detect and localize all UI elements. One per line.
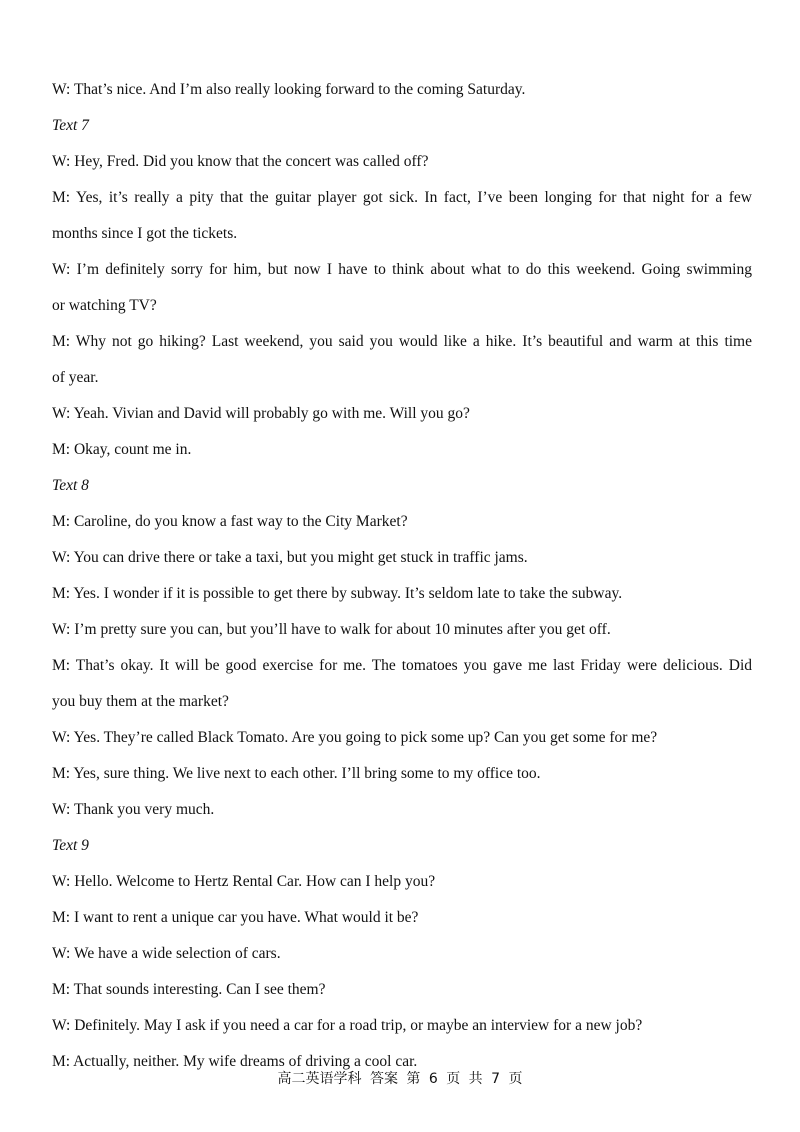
- dialogue-line: M: Caroline, do you know a fast way to the City Market?: [52, 513, 408, 530]
- section-heading: Text 8: [52, 477, 89, 494]
- dialogue-line: W: Hello. Welcome to Hertz Rental Car. How can I help you?: [52, 873, 436, 890]
- dialogue-line: W: That’s nice. And I’m also really looking forward to the coming Saturday.: [52, 81, 526, 98]
- dialogue-line: you buy them at the market?: [52, 693, 229, 710]
- dialogue-line: M: Actually, neither. My wife dreams of driving a cool car.: [52, 1053, 418, 1070]
- dialogue-line: M: Yes. I wonder if it is possible to get there by subway. It’s seldom late to take the subway.: [52, 585, 623, 602]
- dialogue-line: of year.: [52, 369, 99, 386]
- dialogue-line: W: You can drive there or take a taxi, but you might get stuck in traffic jams.: [52, 549, 528, 566]
- dialogue-line: months since I got the tickets.: [52, 225, 238, 242]
- dialogue-line: M: That sounds interesting. Can I see them?: [52, 981, 326, 998]
- dialogue-line: M: Yes, sure thing. We live next to each other. I’ll bring some to my office too.: [52, 765, 541, 782]
- section-heading: Text 7: [52, 117, 89, 134]
- page-footer: 高二英语学科 答案 第 6 页 共 7 页: [277, 1071, 523, 1087]
- dialogue-line: M: Okay, count me in.: [52, 441, 192, 458]
- dialogue-line: M: Yes, it’s really a pity that the guitar player got sick. In fact, I’ve been longing for that night for a few: [52, 189, 752, 206]
- dialogue-line: W: I’m definitely sorry for him, but now I have to think about what to do this weekend. Going swimming: [52, 261, 752, 278]
- dialogue-line: W: Definitely. May I ask if you need a car for a road trip, or maybe an interview for a new job?: [52, 1017, 643, 1034]
- dialogue-line: W: We have a wide selection of cars.: [52, 945, 281, 962]
- dialogue-line: M: I want to rent a unique car you have. What would it be?: [52, 909, 419, 926]
- dialogue-line: W: Hey, Fred. Did you know that the concert was called off?: [52, 153, 429, 170]
- dialogue-line: or watching TV?: [52, 297, 157, 314]
- dialogue-line: W: Yes. They’re called Black Tomato. Are you going to pick some up? Can you get some for me?: [52, 729, 658, 746]
- dialogue-line: M: Why not go hiking? Last weekend, you said you would like a hike. It’s beautiful and warm at this time: [52, 333, 752, 350]
- dialogue-line: W: I’m pretty sure you can, but you’ll have to walk for about 10 minutes after you get off.: [52, 621, 611, 638]
- dialogue-line: M: That’s okay. It will be good exercise for me. The tomatoes you gave me last Friday were delicious. Did: [52, 657, 752, 674]
- dialogue-line: W: Thank you very much.: [52, 801, 215, 818]
- section-heading: Text 9: [52, 837, 89, 854]
- dialogue-transcript: [52, 72, 752, 1080]
- dialogue-line: W: Yeah. Vivian and David will probably go with me. Will you go?: [52, 405, 470, 422]
